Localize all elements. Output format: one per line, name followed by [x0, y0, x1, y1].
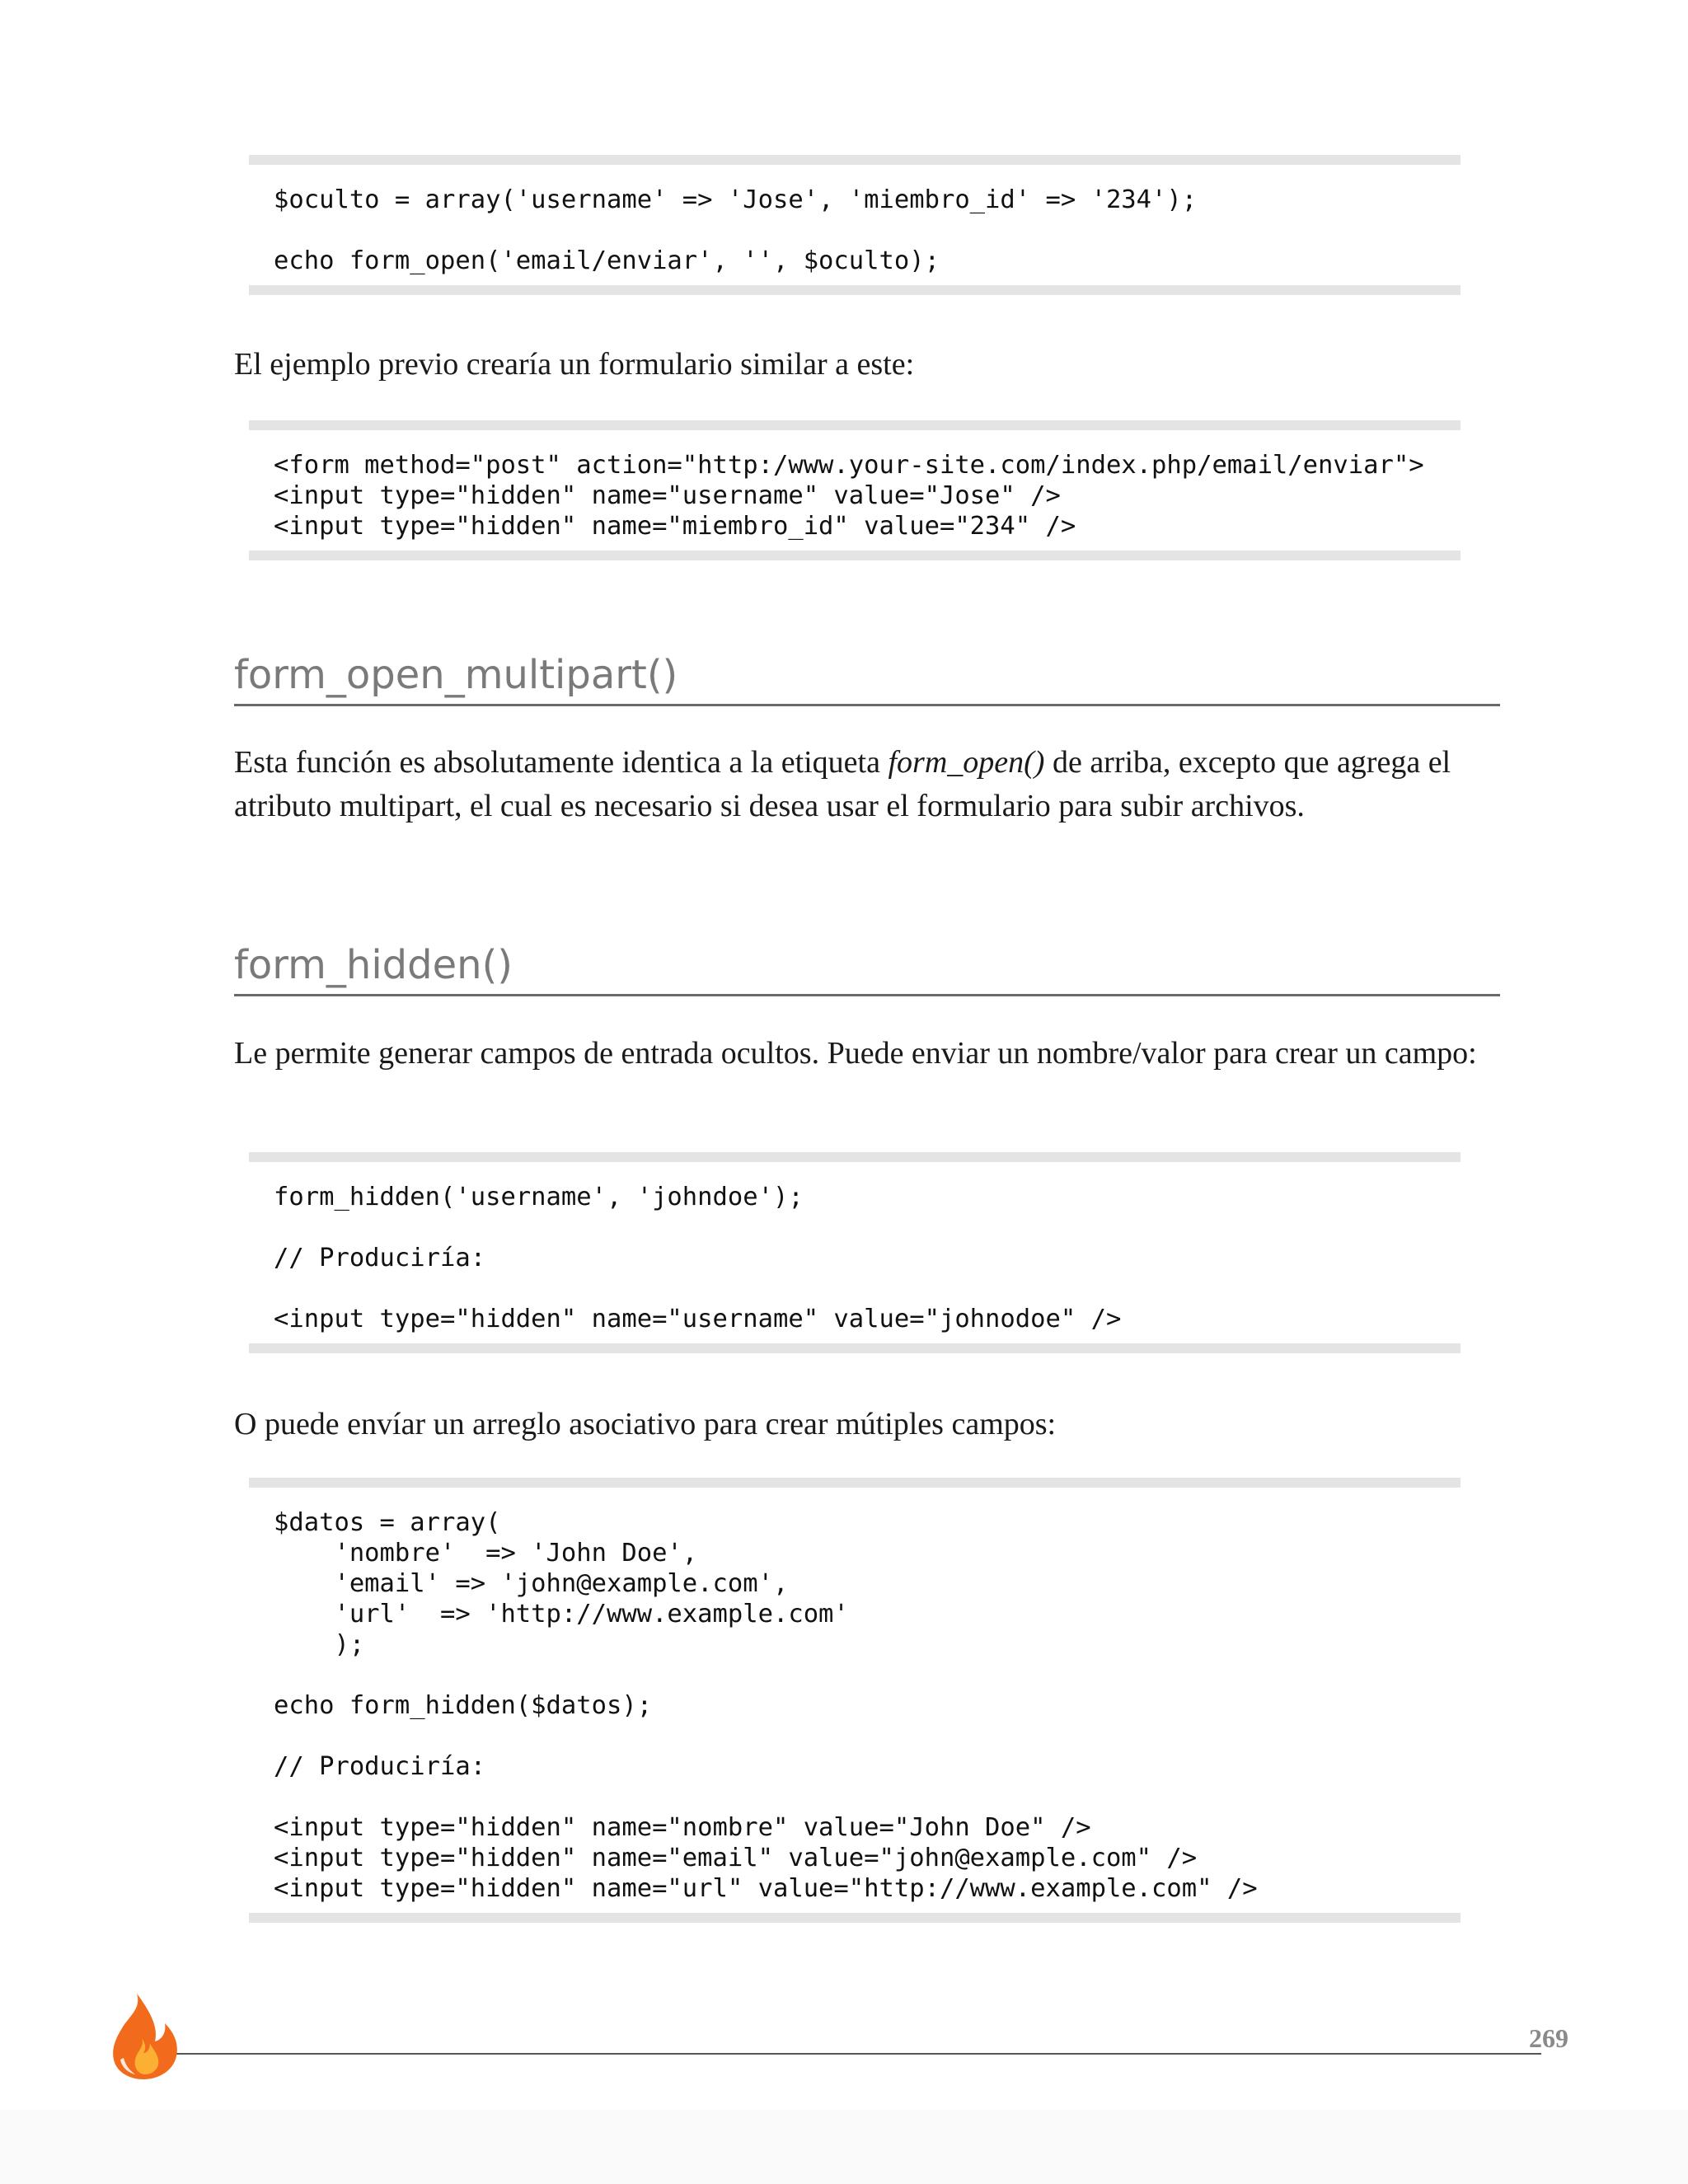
code-block [249, 155, 1461, 295]
code-text: form_hidden('username', 'johndoe'); // Produciría: <input type="hidden" name="username" value="johnodoe" /> [274, 1183, 1122, 1333]
code-block [249, 420, 1461, 560]
paragraph: O puede envíar un arreglo asociativo para crear mútiples campos: [234, 1407, 1057, 1441]
page-footer-shade [0, 2110, 1688, 2184]
paragraph-text: Esta función es absolutamente identica a la etiqueta [234, 745, 889, 780]
code-text: <form method="post" action="http:/www.your-site.com/index.php/email/enviar"> <input type="hidden" name="username" value="Jose" /> <input type="hidden" name="miembro_id" value="234" /> [274, 451, 1424, 541]
code-block [249, 1478, 1461, 1923]
section-heading: form_hidden() [234, 941, 1500, 996]
code-text: $datos = array( 'nombre' => 'John Doe', 'email' => 'john@example.com', 'url' => 'http://www.example.com' ); echo form_hidden($datos); // Produciría: <input type="hidden" name="nombre" value="John Doe" /> <input type="hidden" name="email" value="john@example.com" /> <input type="hidden" name="url" value="http://www.example.com" /> [274, 1508, 1258, 1903]
paragraph: El ejemplo previo crearía un formulario similar a este: [234, 347, 915, 382]
footer-rule [165, 2053, 1541, 2055]
paragraph [234, 741, 1503, 828]
section-heading: form_open_multipart() [234, 651, 1500, 706]
code-block [249, 1152, 1461, 1353]
function-reference: form_open() [888, 745, 1045, 780]
paragraph: Le permite generar campos de entrada ocultos. Puede enviar un nombre/valor para crear un campo: [234, 1036, 1477, 1071]
page-number: 269 [1529, 2023, 1568, 2053]
paragraph-text: de arriba, excepto que agrega el atributo multipart, el cual es necesario si desea usar el formulario para subir archivos. [234, 745, 1451, 823]
code-text: $oculto = array('username' => 'Jose', 'miembro_id' => '234'); echo form_open('email/enviar', '', $oculto); [274, 185, 1198, 275]
flame-logo-icon [104, 1990, 183, 2081]
